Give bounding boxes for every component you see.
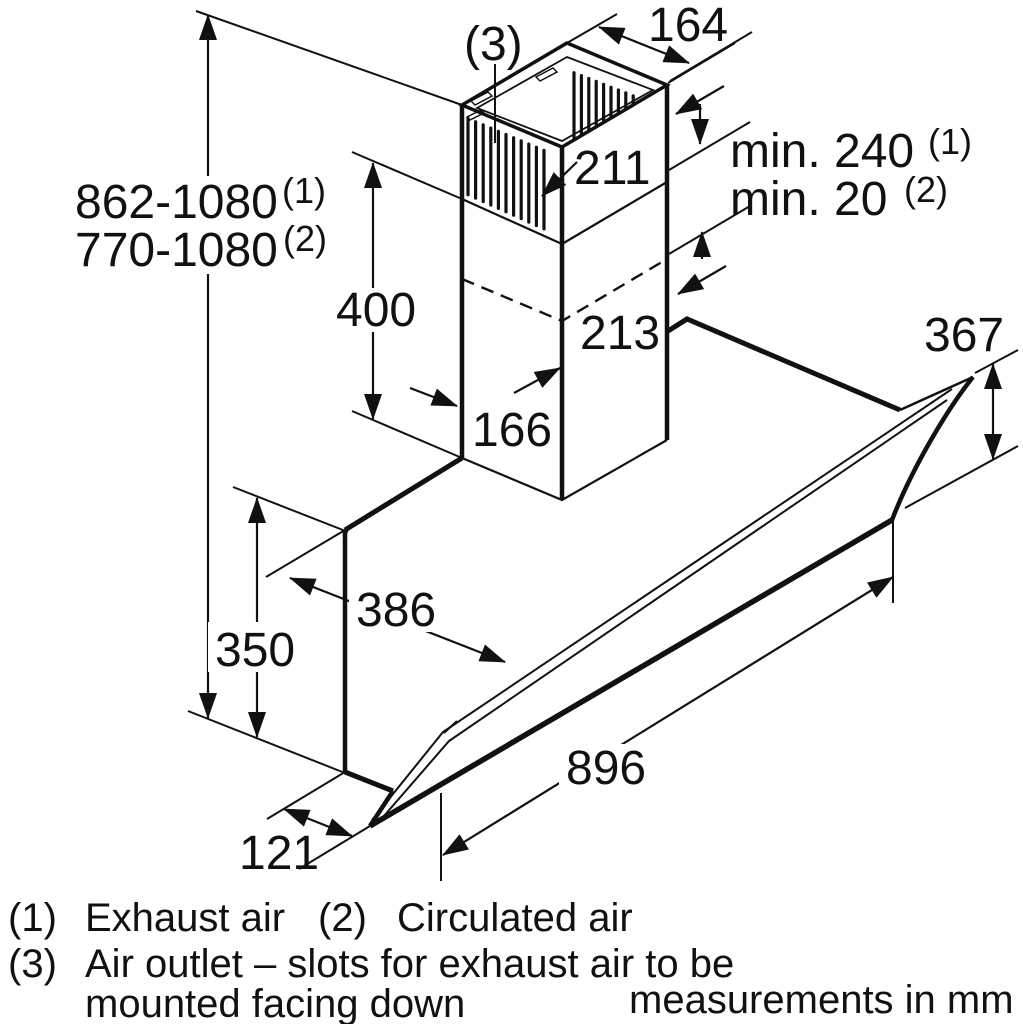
glass-367-extension-lines — [905, 350, 1018, 508]
legend-item3-label-line1: Air outlet – slots for exhaust air to be — [85, 942, 735, 986]
overall-height-exhaust-label: 862-1080 — [75, 176, 278, 229]
measurements-unit-note: measurements in mm — [629, 978, 1014, 1022]
legend-item3-label-line2: mounted facing down — [85, 982, 466, 1024]
body-back-top-edge-left — [345, 458, 462, 530]
duct-164-label: 164 — [648, 0, 729, 52]
glass-right-edge — [892, 377, 973, 520]
duct-166-arrow-left — [410, 388, 457, 406]
back-350-extension-line — [233, 487, 348, 532]
chimney-400-label: 400 — [336, 284, 417, 337]
air-outlet-slots-inner — [574, 73, 633, 138]
legend — [8, 896, 1014, 1024]
top-386-label: 386 — [356, 584, 437, 637]
min20-lower-arrow — [678, 266, 726, 294]
min240-ref: (1) — [928, 121, 972, 162]
min20-label: min. 20 — [730, 173, 888, 226]
overall-height-recirc-ref: (2) — [283, 218, 327, 259]
duct-211-leader-arrow — [542, 162, 577, 196]
duct-211-label: 211 — [574, 142, 651, 195]
top-386-extension-line — [266, 530, 345, 577]
width-896-dimension-line — [443, 577, 893, 855]
duct-166-arrow-right — [514, 368, 560, 393]
legend-item3-ref: (3) — [8, 942, 57, 986]
width-896-label: 896 — [566, 742, 647, 795]
duct-213-label: 213 — [580, 307, 661, 360]
legend-item1-ref: (1) — [8, 896, 57, 940]
legend-item2-label: Circulated air — [397, 896, 633, 940]
legend-item2-ref: (2) — [318, 896, 367, 940]
legend-item1-label: Exhaust air — [85, 896, 286, 940]
min240-label: min. 240 — [730, 125, 915, 178]
min20-ref: (2) — [904, 169, 948, 210]
overall-height-recirc-label: 770-1080 — [75, 224, 278, 277]
body-bottom-edge — [345, 772, 393, 791]
bottom-121-label: 121 — [239, 827, 320, 880]
air-outlet-callout: (3) — [464, 18, 523, 71]
hood-body — [345, 319, 900, 791]
back-350-label: 350 — [215, 624, 296, 677]
duct-166-label: 166 — [472, 404, 553, 457]
glass-367-label: 367 — [924, 309, 1005, 362]
body-back-corner-and-right-edge — [668, 319, 900, 410]
overall-height-exhaust-ref: (1) — [282, 170, 326, 211]
